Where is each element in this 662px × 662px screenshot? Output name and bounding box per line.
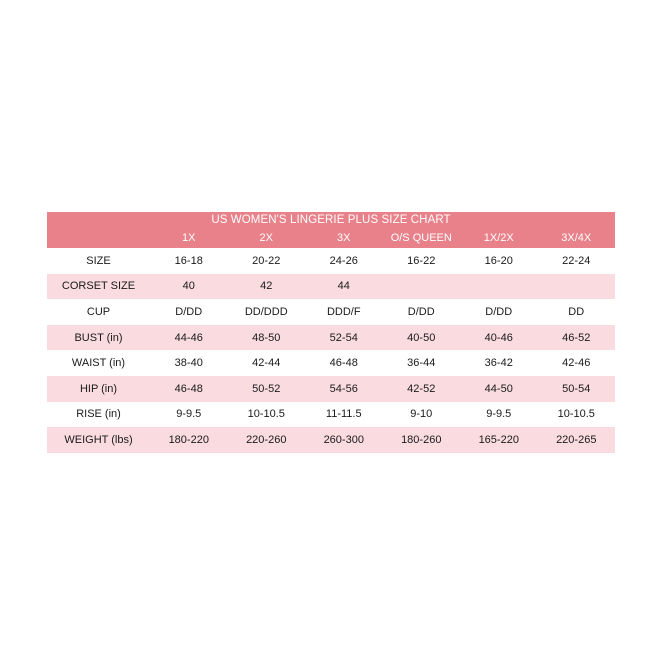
table-row-size — [47, 248, 615, 274]
table-row-rise — [47, 402, 615, 428]
table-cell: 48-50 — [252, 331, 281, 344]
table-cell: 9-10 — [410, 408, 433, 421]
table-cell: 36-42 — [484, 357, 513, 370]
table-cell: DD/DDD — [244, 305, 288, 318]
table-cell: D/DD — [407, 305, 435, 318]
table-cell: 42-46 — [562, 357, 591, 370]
table-cell: D/DD — [175, 305, 203, 318]
table-cell: 10-10.5 — [247, 408, 285, 421]
table-cell: 44 — [337, 280, 350, 293]
table-row-weight — [47, 427, 615, 453]
table-cell: 40-46 — [484, 331, 513, 344]
table-cell: 260-300 — [323, 433, 364, 446]
row-label: SIZE — [86, 254, 111, 267]
table-cell: 11-11.5 — [325, 408, 362, 421]
size-header-os-queen: O/S QUEEN — [390, 232, 452, 244]
table-cell: 46-52 — [562, 331, 591, 344]
table-cell: 220-260 — [246, 433, 287, 446]
table-row-waist — [47, 350, 615, 376]
table-cell: DD — [568, 305, 585, 318]
table-cell: 165-220 — [478, 433, 519, 446]
row-label: BUST (in) — [74, 331, 123, 344]
table-cell: 10-10.5 — [557, 408, 595, 421]
table-cell: 40 — [182, 280, 195, 293]
table-cell: D/DD — [485, 305, 513, 318]
table-header — [47, 212, 615, 248]
table-row-cup — [47, 299, 615, 325]
table-cell: 24-26 — [329, 254, 358, 267]
table-cell: 46-48 — [174, 382, 203, 395]
table-cell: 180-260 — [401, 433, 442, 446]
table-cell: 50-54 — [562, 382, 591, 395]
table-cell: 16-22 — [407, 254, 436, 267]
table-cell: 16-18 — [174, 254, 203, 267]
table-row-corset-size — [47, 274, 615, 300]
table-cell: 44-50 — [484, 382, 513, 395]
size-header-3x: 3X — [337, 232, 351, 244]
table-cell: 180-220 — [168, 433, 209, 446]
table-cell: 9-9.5 — [486, 408, 512, 421]
size-header-1x-2x: 1X/2X — [483, 232, 514, 244]
table-cell: 50-52 — [252, 382, 281, 395]
chart-title: US WOMEN'S LINGERIE PLUS SIZE CHART — [211, 214, 451, 226]
table-cell: 40-50 — [407, 331, 436, 344]
table-cell: DDD/F — [326, 305, 361, 318]
table-cell: 52-54 — [329, 331, 358, 344]
table-cell: 46-48 — [329, 357, 358, 370]
size-header-1x: 1X — [182, 232, 196, 244]
table-cell: 220-265 — [556, 433, 597, 446]
table-cell: 42-52 — [407, 382, 436, 395]
table-row-hip — [47, 376, 615, 402]
table-cell: 42 — [260, 280, 273, 293]
table-cell: 42-44 — [252, 357, 281, 370]
row-label: HIP (in) — [79, 382, 118, 395]
size-chart-table — [47, 212, 615, 453]
table-row-bust — [47, 325, 615, 351]
size-header-2x: 2X — [259, 232, 273, 244]
row-label: CUP — [86, 305, 111, 318]
size-header-row — [47, 232, 615, 244]
table-cell: 44-46 — [174, 331, 203, 344]
row-label: CORSET SIZE — [61, 280, 136, 293]
size-header-3x-4x: 3X/4X — [561, 232, 592, 244]
table-cell: 38-40 — [174, 357, 203, 370]
table-cell: 36-44 — [407, 357, 436, 370]
row-label: WEIGHT (lbs) — [64, 433, 133, 446]
table-cell: 54-56 — [329, 382, 358, 395]
row-label: RISE (in) — [76, 408, 121, 421]
table-cell: 16-20 — [484, 254, 513, 267]
table-cell: 20-22 — [252, 254, 281, 267]
header-label-spacer — [47, 232, 150, 244]
row-label: WAIST (in) — [71, 357, 126, 370]
table-cell: 9-9.5 — [176, 408, 202, 421]
table-cell: 22-24 — [562, 254, 591, 267]
